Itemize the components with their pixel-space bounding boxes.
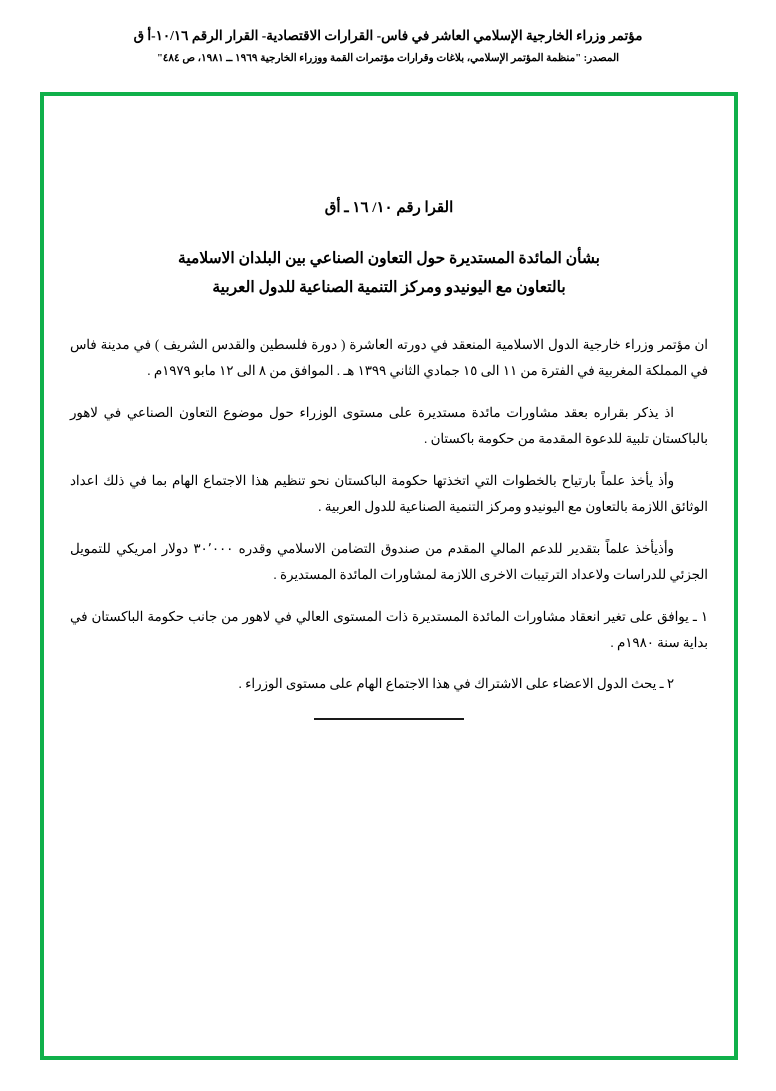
paragraph-preamble: ان مؤتمر وزراء خارجية الدول الاسلامية المنعقد في دورته العاشرة ( دورة فلسطين والقدس الشريف ) في مدينة فاس في المملكة المغربية في الفترة من ١١ الى ١٥ جمادي الثاني ١٣٩٩ هـ . الموافق من ٨ الى ١٢ مابو ١٩٧٩م . (70, 337, 708, 379)
paragraph-notes-funding: وأذيأخذ علماً بتقدير للدعم المالي المقدم من صندوق التضامن الاسلامي وقدره ٣٠٬٠٠٠ دولار امريكي للتمويل الجزئي للدراسات ولاعداد الترتيبات الاخرى اللازمة لمشاورات المائدة المستديرة . (70, 540, 708, 582)
paragraph-notes-steps: وأذ يأخذ علماً بارتياح بالخطوات التي اتخذتها حكومة الباكستان نحو تنظيم هذا الاجتماع الهام بما في ذلك اعداد الوثائق اللازمة بالتعاون مع اليونيدو ومركز التنمية الصناعية للدول العربية . (70, 473, 708, 514)
paragraph-clause-2: ٢ ـ يحث الدول الاعضاء على الاشتراك في هذا الاجتماع الهام على مستوى الوزراء . (238, 675, 674, 691)
closing-divider (314, 718, 464, 720)
header-title: مؤتمر وزراء الخارجية الإسلامي العاشر في فاس- القرارات الاقتصادية- القرار الرقم ١٠/١٦-أ ق (133, 28, 643, 43)
paragraph-recall: اذ يذكر بقراره بعقد مشاورات مائدة مستديرة على مستوى الوزراء حول موضوع التعاون الصناعي في لاهور بالباكستان تلبية للدعوة المقدمة من حكومة باكستان . (70, 405, 708, 447)
resolution-title-line-2: بالتعاون مع اليونيدو ومركز التنمية الصناعية للدول العربية (212, 278, 566, 296)
document-body (70, 198, 708, 720)
paragraph-clause-1: ١ ـ يوافق على تغير انعقاد مشاورات المائدة المستديرة ذات المستوى العالي في لاهور من جانب حكومة الباكستان في بداية سنة ١٩٨٠م . (70, 608, 708, 650)
resolution-title (70, 245, 708, 302)
resolution-number: القرا رقم ١٠/ ١٦ ـ أق (324, 200, 454, 216)
resolution-title-line-1: بشأن المائدة المستديرة حول التعاون الصناعي بين البلدان الاسلامية (178, 250, 600, 267)
page-header (0, 0, 776, 67)
header-source: المصدر: "منظمة المؤتمر الإسلامي، بلاغات وقرارات مؤتمرات القمة ووزراء الخارجية ١٩٦٩ ــ ١٩٨١، ص ٤٨٤" (156, 53, 620, 65)
